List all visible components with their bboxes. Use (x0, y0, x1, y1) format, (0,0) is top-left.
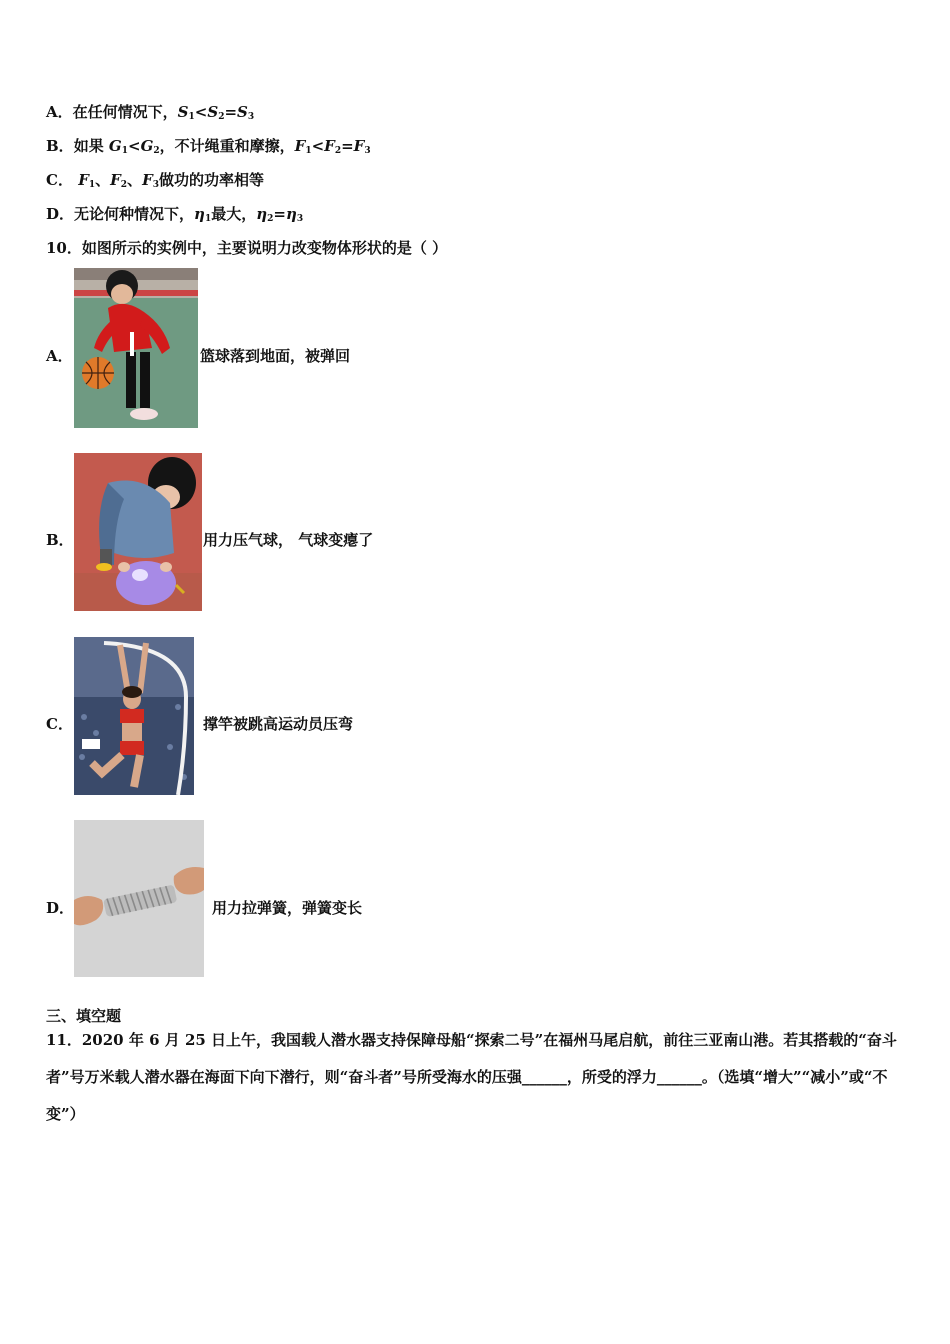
q9-option-c: C． $F_1$、$F_2$、$F_3$做功的功率相等 (46, 171, 264, 190)
q11-text: 11．2020 年 6 月 25 日上午，我国载人潜水器支持保障母船“探索二号”在福州马尾启航，前往三亚南山港。若其搭载的“奋斗者”号万米载人潜水器在海面下向下潜行，则“奋斗者”号所受海水的压强______，所受的浮力______。（选填“增大”“减小”或“不变”） (46, 1031, 897, 1123)
q10-option-b-text: 用力压气球， 气球变瘪了 (203, 531, 374, 549)
q9-option-a: A．在任何情况下，$S_1<S_2=S_3$ (46, 103, 255, 122)
q10-option-a-label: A． (46, 347, 73, 365)
q9-option-b: B．如果 $G_1<G_2$，不计绳重和摩擦，$F_1<F_2=F_3$ (46, 137, 371, 156)
q10-option-c-label: C． (46, 715, 73, 733)
q10-stem: 10．如图所示的实例中，主要说明力改变物体形状的是（ ） (46, 239, 448, 257)
q10-option-c-text: 撑竿被跳高运动员压弯 (203, 715, 354, 733)
spring-photo (74, 820, 204, 977)
q10-option-b-label: B． (46, 531, 74, 549)
q10-option-d-text: 用力拉弹簧，弹簧变长 (212, 899, 363, 917)
q10-option-a-text: 篮球落到地面，被弹回 (200, 347, 351, 365)
q10-option-d-label: D． (46, 899, 75, 917)
balloon-photo (74, 453, 202, 611)
q9-option-d: D．无论何种情况下，$\eta_1$最大，$\eta_2=\eta_3$ (46, 205, 304, 224)
section-title: 三、填空题 (46, 1007, 122, 1025)
pole-vault-photo (74, 637, 194, 795)
basketball-photo (74, 268, 198, 428)
